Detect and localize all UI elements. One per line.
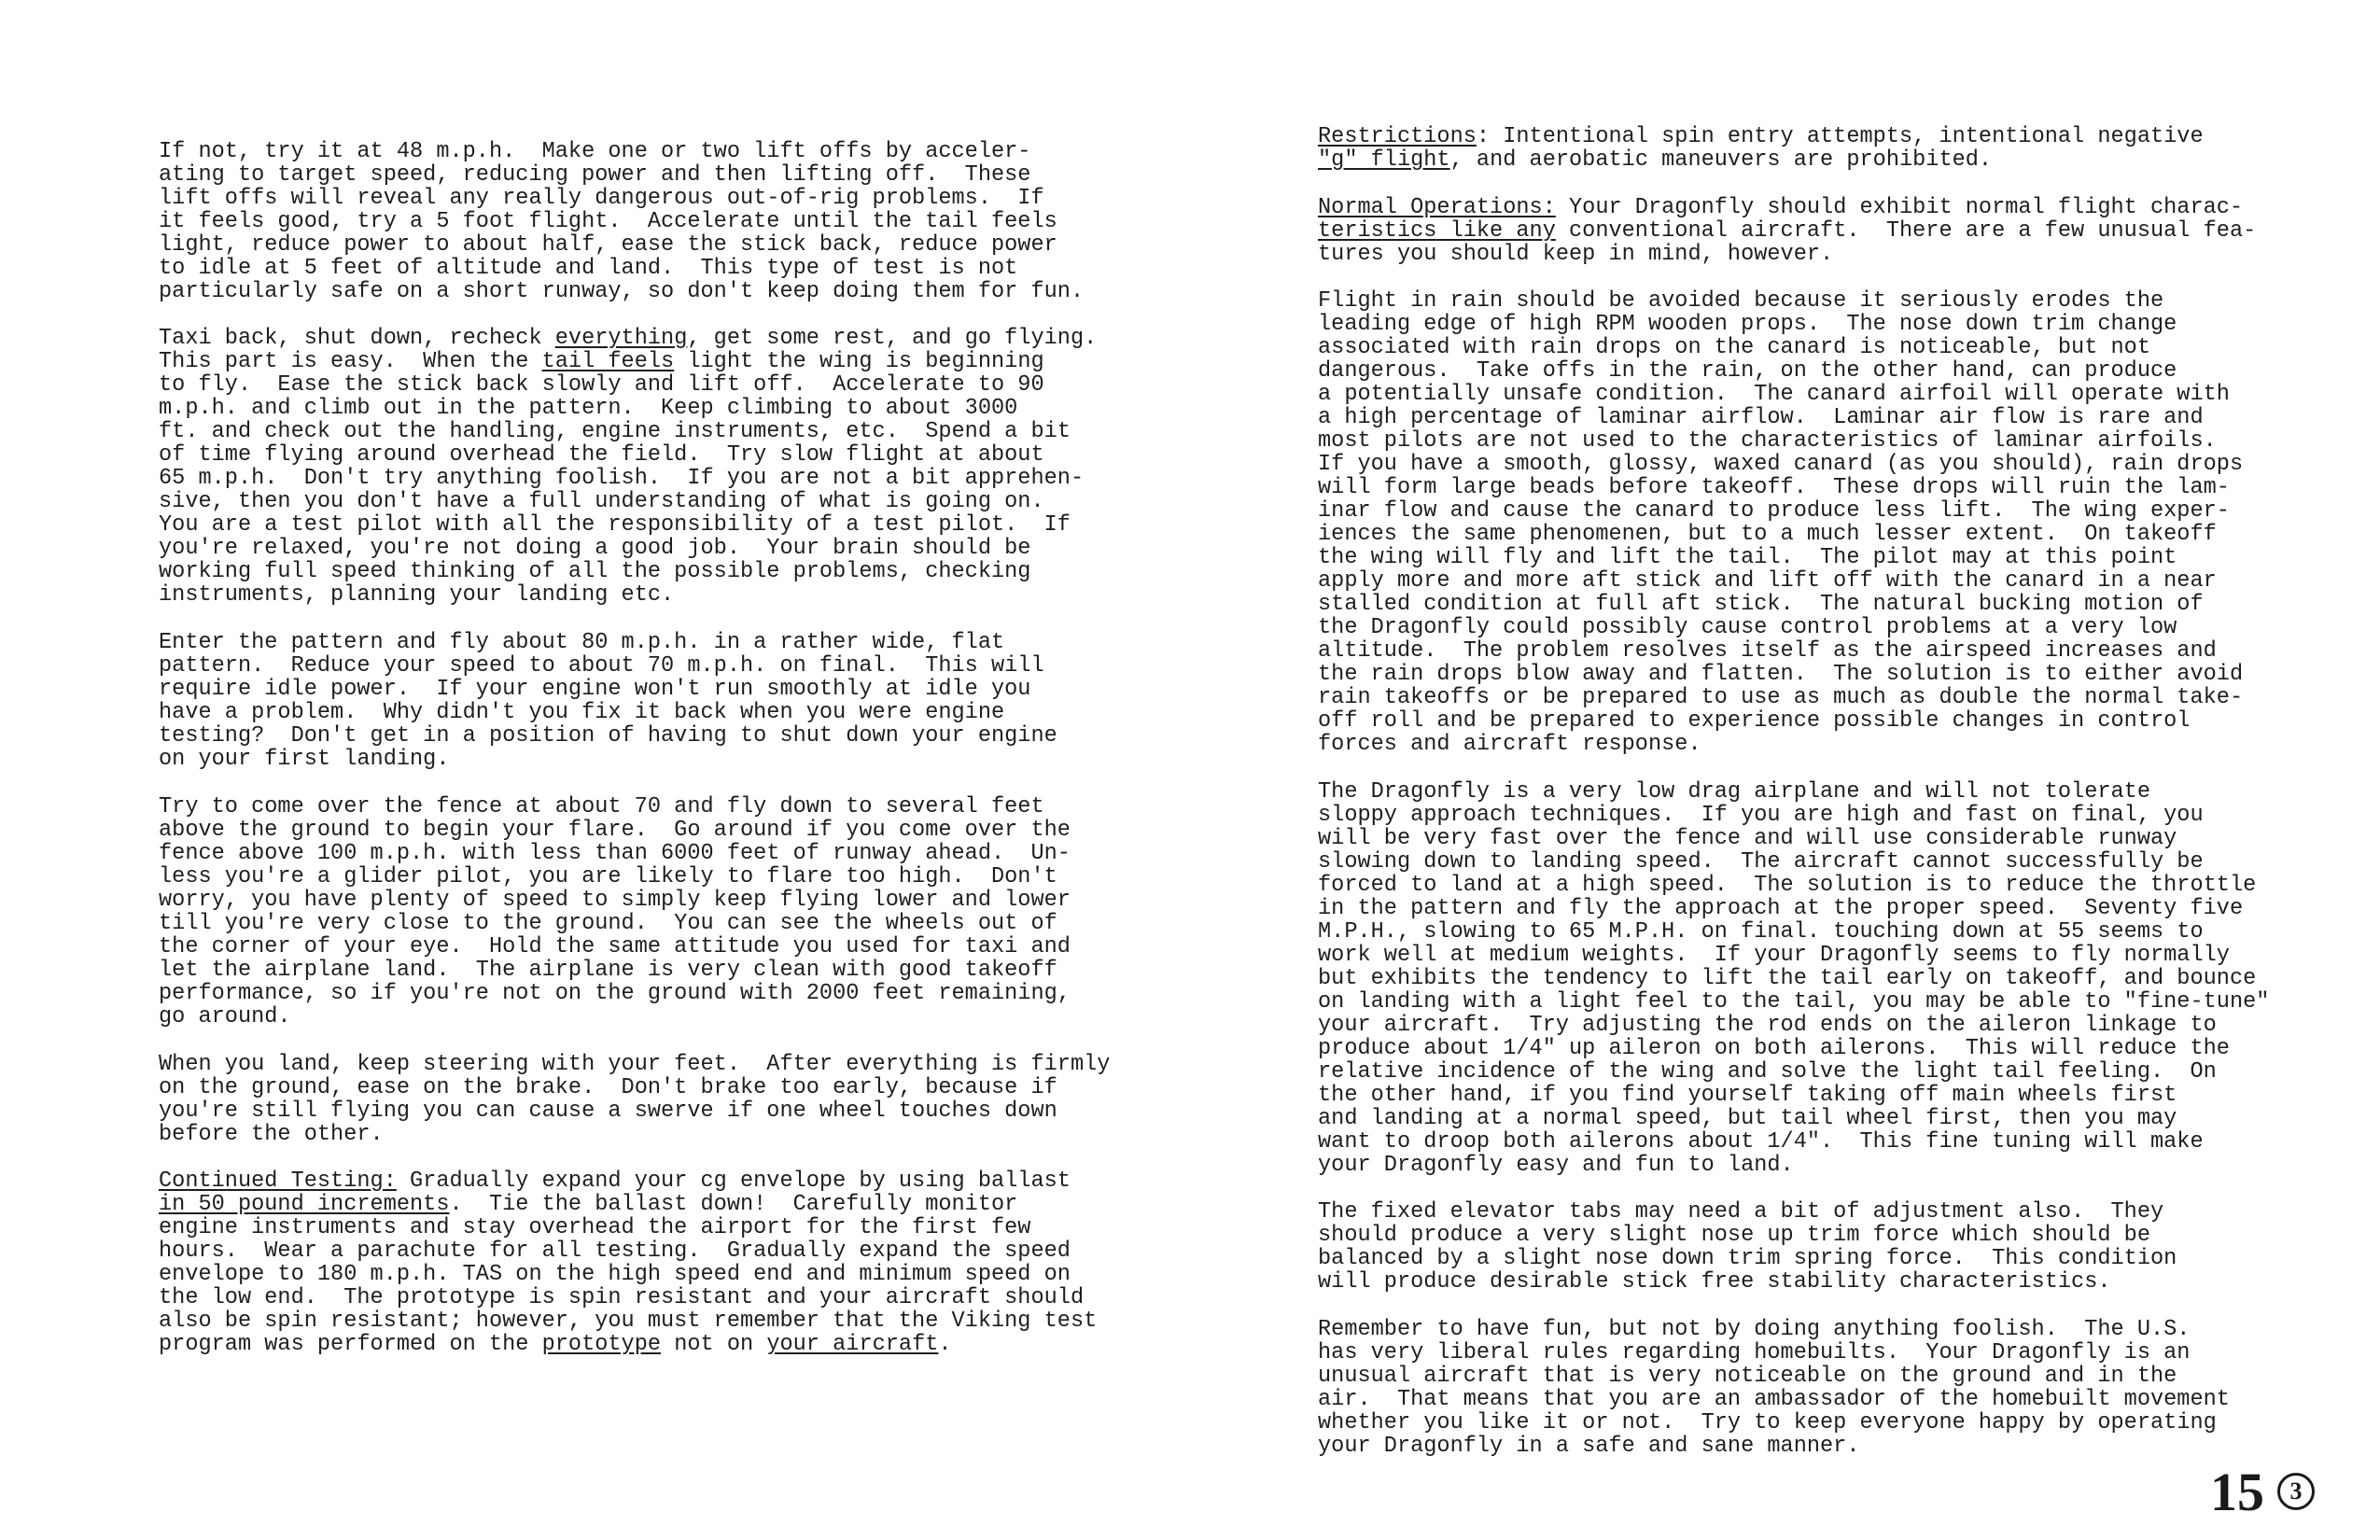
text-line: the low end. The prototype is spin resistant and your aircraft should: [159, 1285, 1085, 1310]
text-line: "g" flight, and aerobatic maneuvers are prohibited.: [1318, 147, 1993, 173]
paragraph-normal-operations: [1318, 196, 2256, 266]
paragraph-first-flight: [159, 327, 1097, 607]
text-line: M.P.H., slowing to 65 M.P.H. on final. touching down at 55 seems to: [1318, 919, 2204, 945]
text-line: you're still flying you can cause a swerve if one wheel touches down: [159, 1099, 1057, 1124]
text-line: slowing down to landing speed. The aircraft cannot successfully be: [1318, 849, 2204, 875]
text-line: pattern. Reduce your speed to about 70 m.p.h. on final. This will: [159, 653, 1044, 679]
text-line: engine instruments and stay overhead the airport for the first few: [159, 1215, 1031, 1240]
text-line: the wing will fly and lift the tail. The pilot may at this point: [1318, 545, 2177, 570]
text-line: Taxi back, shut down, recheck everything, get some rest, and go flying.: [159, 326, 1098, 351]
text-line: forced to land at a high speed. The solution is to reduce the throttle: [1318, 873, 2257, 898]
text-line: Enter the pattern and fly about 80 m.p.h. in a rather wide, flat: [159, 630, 1005, 655]
text-line: forces and aircraft response.: [1318, 732, 1701, 757]
underlined-increments: in 50 pound increments: [159, 1192, 450, 1217]
paragraph-pattern: [159, 631, 1057, 771]
paragraph-restrictions: [1318, 125, 2204, 172]
text-line: the other hand, if you find yourself taking off main wheels first: [1318, 1083, 2177, 1108]
text-line: work well at medium weights. If your Dragonfly seems to fly normally: [1318, 943, 2230, 968]
text-line: you're relaxed, you're not doing a good job. Your brain should be: [159, 536, 1031, 561]
text-line: ating to target speed, reducing power and then lifting off. These: [159, 162, 1031, 188]
text-line: on the ground, ease on the brake. Don't brake too early, because if: [159, 1075, 1057, 1100]
text-line: performance, so if you're not on the ground with 2000 feet remaining,: [159, 981, 1071, 1006]
text-line: in 50 pound increments. Tie the ballast down! Carefully monitor: [159, 1192, 1018, 1217]
text-line: before the other.: [159, 1122, 384, 1147]
text-line: relative incidence of the wing and solve the light tail feeling. On: [1318, 1059, 2217, 1085]
text-line: should produce a very slight nose up trim force which should be: [1318, 1223, 2150, 1248]
paragraph-continued-testing: [159, 1169, 1097, 1356]
text-line: and landing at a normal speed, but tail wheel first, then you may: [1318, 1106, 2177, 1131]
text-line: rain takeoffs or be prepared to use as much as double the normal take-: [1318, 685, 2244, 710]
text-line: Try to come over the fence at about 70 and fly down to several feet: [159, 794, 1044, 819]
text-line: it feels good, try a 5 foot flight. Accelerate until the tail feels: [159, 209, 1057, 234]
underlined-g-flight: "g" flight: [1318, 147, 1450, 173]
underlined-teristics-like-any: teristics like any: [1318, 218, 1556, 244]
paragraph-elevator-tabs: [1318, 1200, 2177, 1294]
text-line: m.p.h. and climb out in the pattern. Keep climbing to about 3000: [159, 396, 1018, 421]
text-line: tures you should keep in mind, however.: [1318, 242, 1834, 267]
text-line: your Dragonfly easy and fun to land.: [1318, 1153, 1794, 1178]
paragraph-have-fun: [1318, 1318, 2230, 1458]
text-line: ft. and check out the handling, engine instruments, etc. Spend a bit: [159, 419, 1071, 444]
text-line: altitude. The problem resolves itself as the airspeed increases and: [1318, 638, 2217, 664]
text-line: your Dragonfly in a safe and sane manner.: [1318, 1434, 1860, 1459]
text-line: fence above 100 m.p.h. with less than 6000 feet of runway ahead. Un-: [159, 841, 1071, 866]
text-line: produce about 1/4" up aileron on both ailerons. This will reduce the: [1318, 1036, 2230, 1061]
text-line: Remember to have fun, but not by doing anything foolish. The U.S.: [1318, 1317, 2191, 1342]
underlined-your-aircraft: your aircraft: [766, 1332, 939, 1357]
paragraph-flight-in-rain: [1318, 289, 2243, 756]
text-line: but exhibits the tendency to lift the tail early on takeoff, and bounce: [1318, 966, 2257, 991]
text-line: iences the same phenomenen, but to a much lesser extent. On takeoff: [1318, 522, 2217, 547]
page-number: 15: [2210, 1462, 2264, 1522]
text-line: whether you like it or not. Try to keep everyone happy by operating: [1318, 1410, 2217, 1435]
text-line: a potentially unsafe condition. The canard airfoil will operate with: [1318, 382, 2230, 407]
text-line: If not, try it at 48 m.p.h. Make one or two lift offs by acceler-: [159, 139, 1031, 164]
text-line: program was performed on the prototype not on your aircraft.: [159, 1332, 952, 1357]
text-line: The fixed elevator tabs may need a bit of adjustment also. They: [1318, 1199, 2164, 1225]
text-line: Normal Operations: Your Dragonfly should exhibit normal flight charac-: [1318, 195, 2244, 220]
text-line: If you have a smooth, glossy, waxed canard (as you should), rain drops: [1318, 452, 2244, 477]
text-line: go around.: [159, 1004, 291, 1029]
text-line: When you land, keep steering with your feet. After everything is firmly: [159, 1052, 1111, 1077]
text-line: Restrictions: Intentional spin entry attempts, intentional negative: [1318, 124, 2204, 149]
text-line: of time flying around overhead the field. Try slow flight at about: [159, 442, 1044, 468]
text-line: lift offs will reveal any really dangerous out-of-rig problems. If: [159, 186, 1044, 211]
text-line: a high percentage of laminar airflow. Laminar air flow is rare and: [1318, 405, 2204, 430]
paragraph-initial-lift-offs: [159, 140, 1084, 303]
text-line: 65 m.p.h. Don't try anything foolish. If you are not a bit apprehen-: [159, 466, 1085, 491]
text-line: unusual aircraft that is very noticeable on the ground and in the: [1318, 1364, 2177, 1389]
paragraph-flare: [159, 795, 1071, 1029]
text-line: light, reduce power to about half, ease the stick back, reduce power: [159, 232, 1057, 258]
text-line: apply more and more aft stick and lift off with the canard in a near: [1318, 568, 2217, 594]
text-line: let the airplane land. The airplane is very clean with good takeoff: [159, 958, 1057, 983]
text-line: the rain drops blow away and flatten. The solution is to either avoid: [1318, 662, 2244, 687]
text-line: testing? Don't get in a position of having to shut down your engine: [159, 723, 1057, 749]
text-line: The Dragonfly is a very low drag airplane and will not tolerate: [1318, 779, 2150, 805]
circled-sub-number: 3: [2277, 1473, 2315, 1510]
text-line: less you're a glider pilot, you are likely to flare too high. Don't: [159, 864, 1057, 889]
text-line: will produce desirable stick free stability characteristics.: [1318, 1269, 2111, 1295]
text-line: to fly. Ease the stick back slowly and lift off. Accelerate to 90: [159, 372, 1044, 398]
text-line: in the pattern and fly the approach at the proper speed. Seventy five: [1318, 896, 2244, 921]
text-line: require idle power. If your engine won't run smoothly at idle you: [159, 677, 1031, 702]
text-line: most pilots are not used to the characteristics of laminar airfoils.: [1318, 428, 2217, 454]
text-line: air. That means that you are an ambassador of the homebuilt movement: [1318, 1387, 2230, 1412]
text-line: balanced by a slight nose down trim spring force. This condition: [1318, 1246, 2177, 1271]
text-line: above the ground to begin your flare. Go around if you come over the: [159, 818, 1071, 843]
text-line: to idle at 5 feet of altitude and land. This type of test is not: [159, 256, 1018, 281]
text-line: particularly safe on a short runway, so don't keep doing them for fun.: [159, 279, 1085, 304]
text-line: have a problem. Why didn't you fix it back when you were engine: [159, 700, 1005, 725]
underlined-tail-feels: tail feels: [541, 349, 675, 374]
text-line: sive, then you don't have a full understanding of what is going on.: [159, 489, 1044, 514]
text-line: off roll and be prepared to experience possible changes in control: [1318, 708, 2191, 734]
section-heading-continued-testing: Continued Testing:: [159, 1169, 397, 1194]
text-line: teristics like any conventional aircraft. There are a few unusual fea-: [1318, 218, 2257, 244]
section-heading-restrictions: Restrictions: [1318, 124, 1477, 149]
paragraph-approach: [1318, 780, 2269, 1177]
text-line: dangerous. Take offs in the rain, on the other hand, can produce: [1318, 358, 2177, 384]
text-line: the corner of your eye. Hold the same attitude you used for taxi and: [159, 934, 1071, 959]
text-line: associated with rain drops on the canard is noticeable, but not: [1318, 335, 2150, 360]
text-line: the Dragonfly could possibly cause control problems at a very low: [1318, 615, 2177, 640]
text-line: hours. Wear a parachute for all testing. Gradually expand the speed: [159, 1239, 1071, 1264]
text-line: want to droop both ailerons about 1/4". This fine tuning will make: [1318, 1129, 2204, 1155]
text-line: You are a test pilot with all the responsibility of a test pilot. If: [159, 512, 1071, 538]
text-line: inar flow and cause the canard to produce less lift. The wing exper-: [1318, 498, 2230, 524]
text-line: working full speed thinking of all the possible problems, checking: [159, 559, 1031, 584]
text-line: will form large beads before takeoff. These drops will ruin the lam-: [1318, 475, 2230, 500]
paragraph-landing: [159, 1053, 1110, 1146]
text-line: instruments, planning your landing etc.: [159, 582, 675, 608]
text-line: Continued Testing: Gradually expand your cg envelope by using ballast: [159, 1169, 1071, 1194]
underlined-prototype: prototype: [541, 1332, 662, 1357]
text-line: Flight in rain should be avoided because it seriously erodes the: [1318, 288, 2164, 314]
text-line: sloppy approach techniques. If you are high and fast on final, you: [1318, 803, 2204, 828]
underlined-everything: everything: [554, 326, 688, 351]
text-line: envelope to 180 m.p.h. TAS on the high speed end and minimum speed on: [159, 1262, 1071, 1287]
text-line: till you're very close to the ground. You can see the wheels out of: [159, 911, 1057, 936]
text-line: your aircraft. Try adjusting the rod ends on the aileron linkage to: [1318, 1013, 2217, 1038]
text-line: also be spin resistant; however, you must remember that the Viking test: [159, 1309, 1098, 1334]
section-heading-normal-operations: Normal Operations:: [1318, 195, 1556, 220]
text-line: worry, you have plenty of speed to simply keep flying lower and lower: [159, 888, 1071, 913]
text-line: on landing with a light feel to the tail, you may be able to "fine-tune": [1318, 989, 2270, 1015]
text-line: This part is easy. When the tail feels light the wing is beginning: [159, 349, 1044, 374]
text-line: will be very fast over the fence and will use considerable runway: [1318, 826, 2177, 851]
text-line: on your first landing.: [159, 747, 450, 772]
text-line: leading edge of high RPM wooden props. The nose down trim change: [1318, 312, 2177, 337]
text-line: stalled condition at full aft stick. The natural bucking motion of: [1318, 592, 2204, 617]
text-line: has very liberal rules regarding homebuilts. Your Dragonfly is an: [1318, 1340, 2191, 1365]
